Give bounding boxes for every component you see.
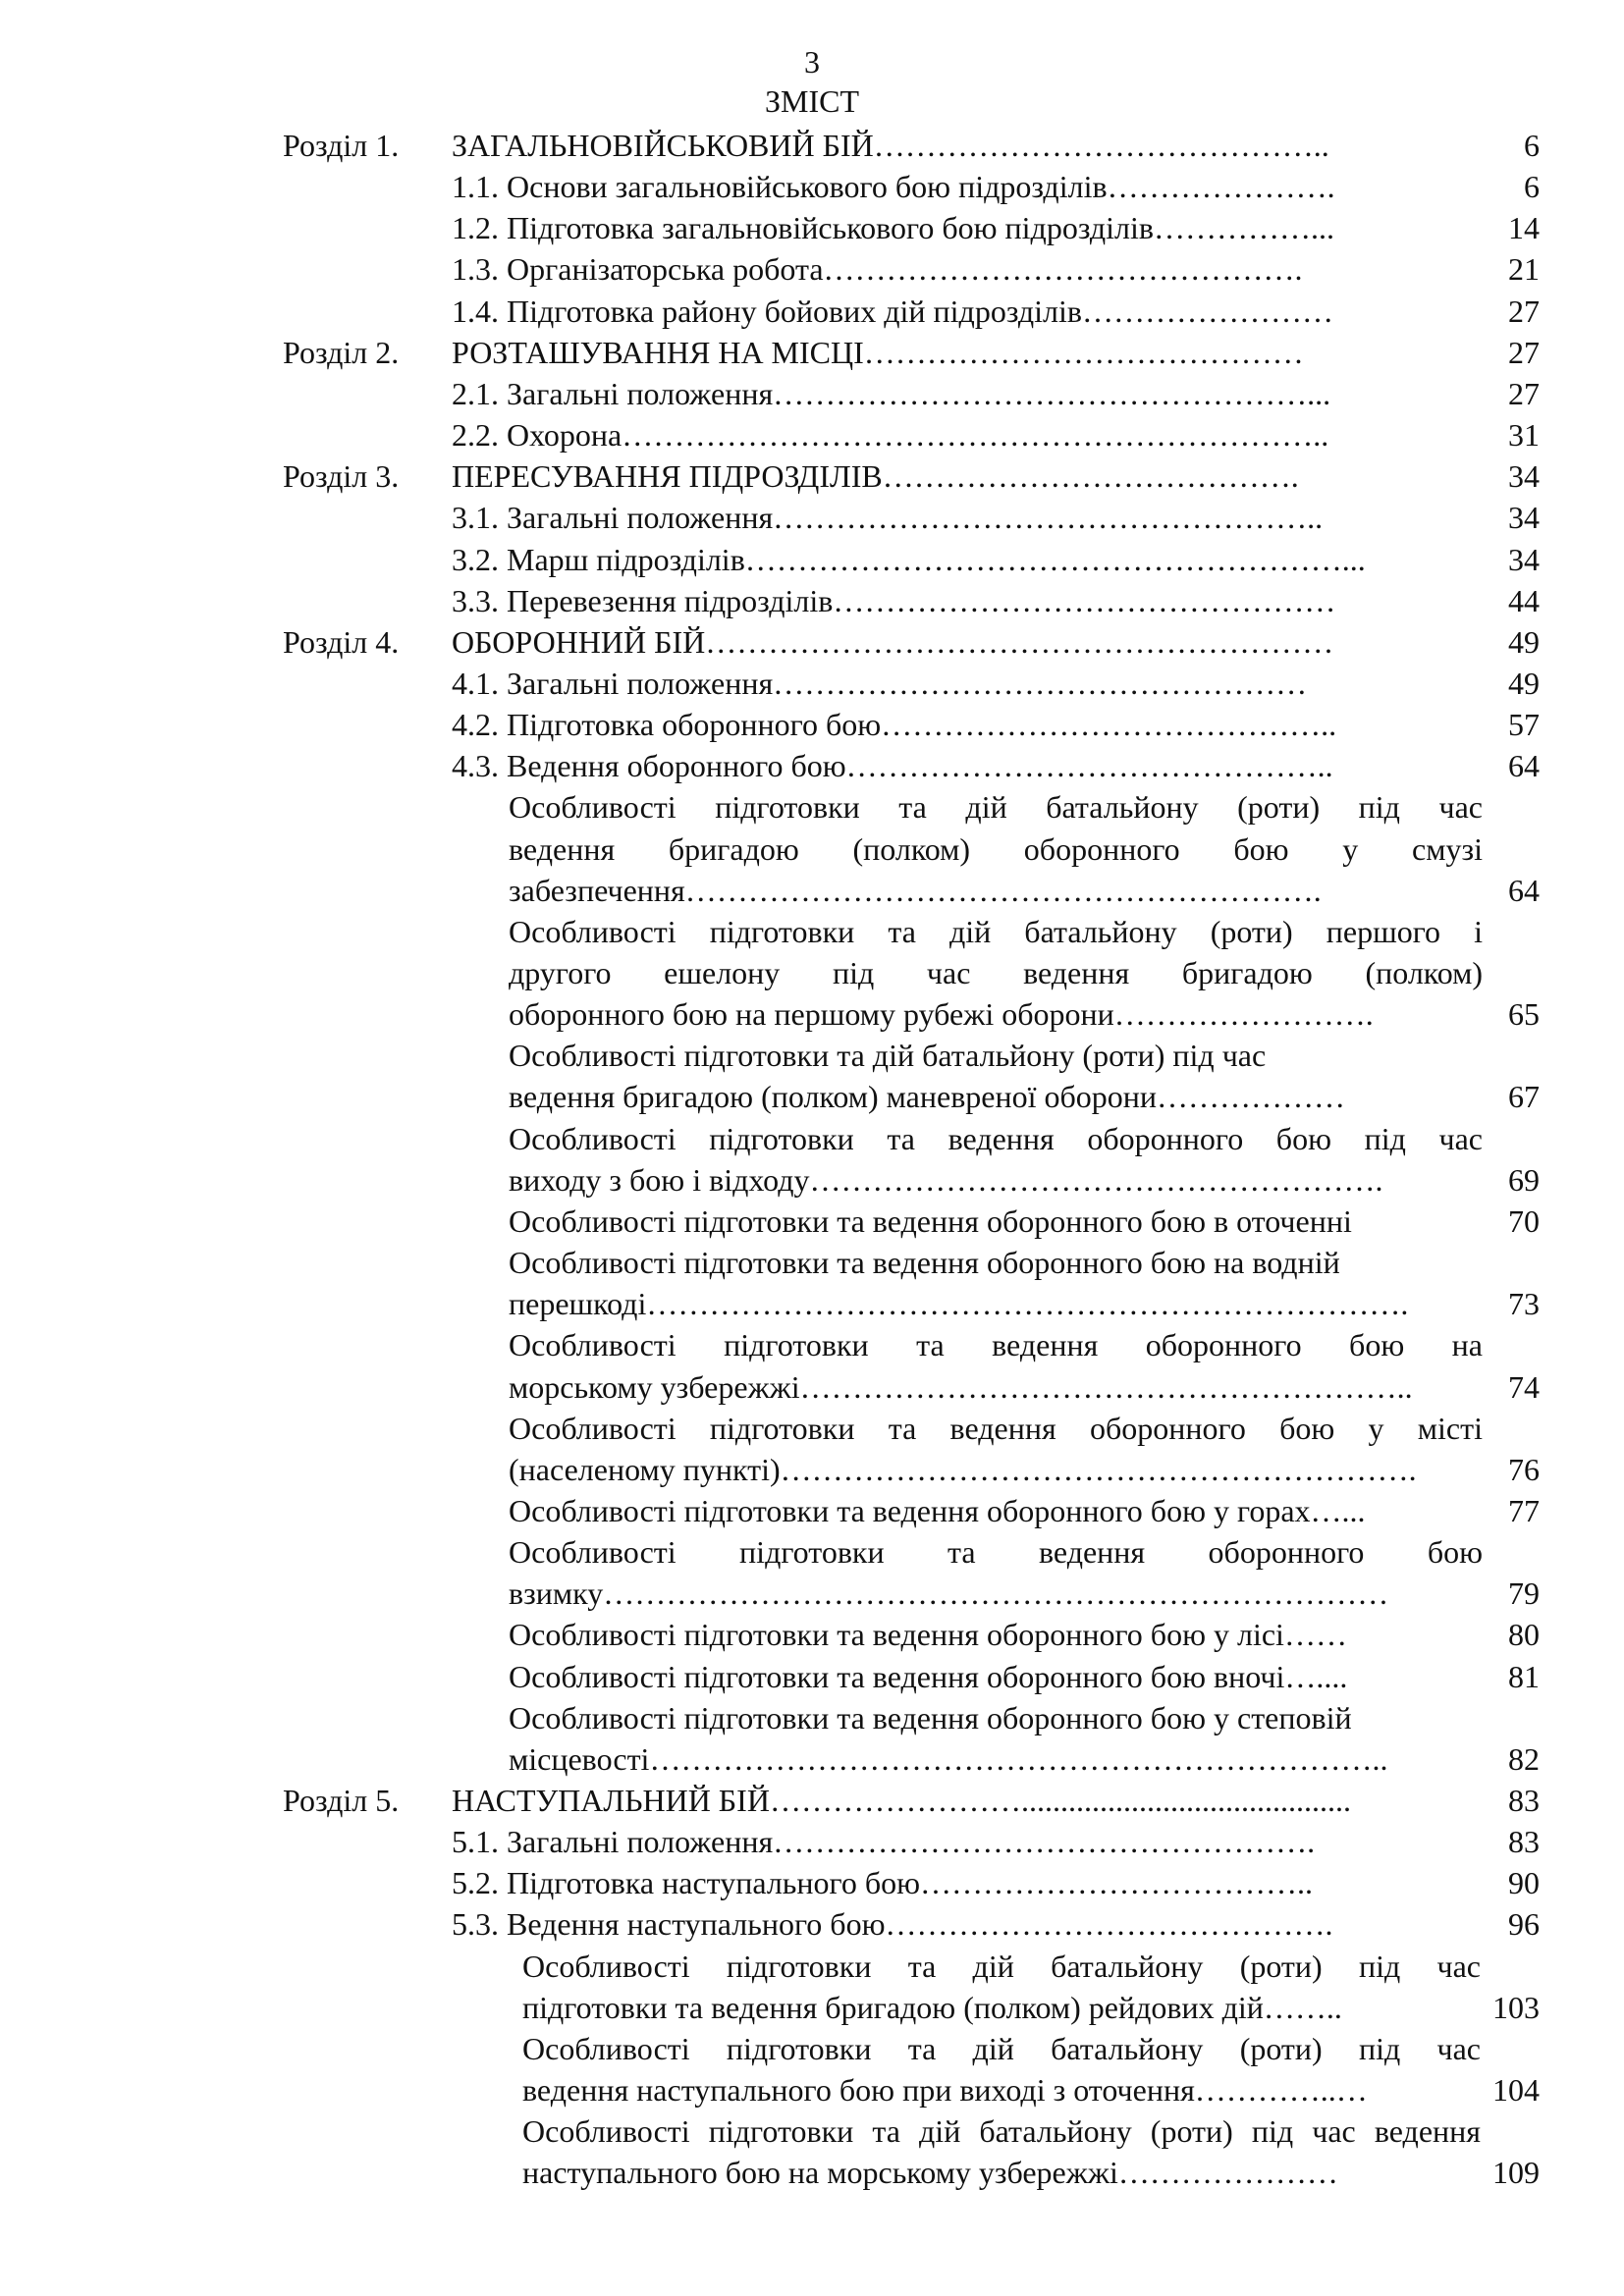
toc-subsection-row [0,1697,1624,1738]
entry-title: Особливості підготовки та ведення оборонного бою на [509,1327,1483,1363]
entry-title: Особливості підготовки та ведення оборонного бою у місті [509,1410,1483,1446]
entry-title: місцевості…………………………………………………………….. [509,1740,1388,1777]
entry-title: виходу з бою і відходу………………………………………………. [509,1161,1383,1198]
entry-page-number: 103 [1492,1989,1540,2025]
entry-page-number: 34 [1508,541,1540,577]
entry-title: НАСТУПАЛЬНИЙ БІЙ…………………….......................................... [452,1783,1351,1818]
toc-subsection-row [0,1201,1624,1242]
entry-title: Особливості підготовки та ведення оборонного бою у горах…... [509,1492,1366,1528]
toc-subsection-row [0,2069,1624,2110]
entry-title: 1.2. Підготовка загальновійськового бою підрозділів……………... [452,210,1335,246]
toc-subsection-row [0,1159,1624,1201]
toc-title: ЗМІСТ [764,83,860,119]
entry-title: Особливості підготовки та ведення оборонного бою [509,1534,1483,1571]
toc-chapter-row [0,455,1624,497]
toc-section-row [0,248,1624,290]
entry-page-number: 77 [1508,1492,1540,1528]
chapter-label: Розділ 5. [283,1783,400,1818]
entry-page-number: 64 [1508,748,1540,784]
entry-title: взимку………………………………………………………………… [509,1575,1389,1612]
entry-page-number: 27 [1508,334,1540,370]
toc-section-row [0,1903,1624,1945]
entry-page-number: 21 [1508,251,1540,288]
entry-title: ведення бригадою (полком) маневреної оборони……………… [509,1079,1346,1115]
entry-page-number: 44 [1508,582,1540,618]
toc-subsection-row [0,1283,1624,1324]
toc-subsection-row [0,1614,1624,1655]
toc-section-row [0,1821,1624,1862]
entry-title: Особливості підготовки та ведення оборонного бою на водній [509,1245,1340,1281]
toc-subsection-row [0,952,1624,993]
chapter-label: Розділ 1. [283,128,400,163]
toc-subsection-row [0,1490,1624,1531]
entry-title: Особливості підготовки та ведення оборонного бою під час [509,1120,1483,1156]
entry-page-number: 67 [1508,1079,1540,1115]
entry-page-number: 34 [1508,500,1540,536]
entry-title: Особливості підготовки та дій батальйону (роти) під час [522,2030,1481,2066]
entry-page-number: 14 [1508,210,1540,246]
toc-subsection-row [0,1076,1624,1117]
entry-title: ведення наступального бою при виході з оточення…………..… [522,2072,1368,2109]
entry-title: РОЗТАШУВАННЯ НА МІСЦІ…………………………………… [452,334,1304,370]
toc-section-row [0,745,1624,786]
toc-section-row [0,704,1624,745]
entry-page-number: 6 [1524,128,1540,163]
toc-subsection-row [0,828,1624,870]
toc-subsection-row [0,1656,1624,1697]
entry-page-number: 83 [1508,1824,1540,1860]
entry-title: 4.3. Ведення оборонного бою……………………………………….. [452,748,1333,784]
toc-section-row [0,1862,1624,1903]
toc-subsection-row [0,1573,1624,1614]
entry-title: 1.4. Підготовка району бойових дій підрозділів…………………… [452,293,1334,329]
toc-section-row [0,291,1624,332]
entry-page-number: 27 [1508,375,1540,411]
chapter-label: Розділ 3. [283,458,400,495]
entry-page-number: 6 [1524,169,1540,205]
toc-subsection-row [0,1946,1624,1987]
entry-title: Особливості підготовки та дій батальйону (роти) під час [509,1038,1267,1074]
entry-page-number: 76 [1508,1451,1540,1487]
entry-page-number: 96 [1508,1906,1540,1943]
entry-title: оборонного бою на першому рубежі оборони……………………. [509,996,1374,1033]
entry-title: 5.1. Загальні положення……………………………………………. [452,1824,1316,1860]
entry-page-number: 49 [1508,665,1540,701]
toc-chapter-row [0,332,1624,373]
entry-title: ОБОРОННИЙ БІЙ…………………………………………………… [452,623,1334,660]
toc-subsection-row [0,1366,1624,1408]
entry-title: 1.1. Основи загальновійськового бою підрозділів…………………. [452,169,1335,205]
toc-subsection-row [0,1738,1624,1780]
toc-section-row [0,166,1624,207]
entry-title: 2.2. Охорона………………………………………………………….. [452,417,1329,454]
entry-title: 5.3. Ведення наступального бою……………………………………. [452,1906,1333,1943]
entry-title: Особливості підготовки та ведення оборонного бою вночі….... [509,1658,1348,1694]
toc-subsection-row [0,1242,1624,1283]
entry-title: Особливості підготовки та ведення оборонного бою у лісі…… [509,1617,1347,1653]
toc-subsection-row [0,2110,1624,2152]
entry-title: 3.1. Загальні положення…………………………………………….. [452,500,1324,536]
entry-title: 4.2. Підготовка оборонного бою…………………………………….. [452,707,1337,743]
entry-title: другого ешелону під час ведення бригадою (полком) [509,955,1483,990]
toc-subsection-row [0,1118,1624,1159]
toc-subsection-row [0,786,1624,828]
toc-subsection-row [0,1324,1624,1365]
entry-title: 3.3. Перевезення підрозділів………………………………………… [452,582,1336,618]
toc-subsection-row [0,2152,1624,2193]
entry-title: 5.2. Підготовка наступального бою……………………………….. [452,1865,1314,1901]
toc-subsection-row [0,2028,1624,2069]
entry-title: Особливості підготовки та дій батальйону (роти) під час ведення [522,2113,1481,2150]
toc-subsection-row [0,1531,1624,1573]
entry-title: 2.1. Загальні положення……………………………………………... [452,375,1331,411]
entry-title: ЗАГАЛЬНОВІЙСЬКОВИЙ БІЙ…………………………………….. [452,128,1329,163]
entry-page-number: 65 [1508,996,1540,1033]
entry-title: перешкоді………………………………………………………………. [509,1286,1409,1322]
toc-chapter-row [0,621,1624,663]
entry-title: морському узбережжі………………………………………………….. [509,1368,1413,1405]
toc-chapter-row [0,125,1624,166]
entry-page-number: 109 [1492,2155,1540,2191]
entry-title: Особливості підготовки та дій батальйону (роти) під час [509,789,1483,826]
toc-section-row [0,539,1624,580]
toc-chapter-row [0,1780,1624,1821]
entry-title: ПЕРЕСУВАННЯ ПІДРОЗДІЛІВ…………………………………. [452,458,1299,495]
toc-section-row [0,207,1624,248]
entry-page-number: 90 [1508,1865,1540,1901]
chapter-label: Розділ 4. [283,623,400,660]
entry-page-number: 83 [1508,1783,1540,1818]
entry-title: Особливості підготовки та дій батальйону (роти) першого і [509,913,1483,949]
toc-section-row [0,497,1624,538]
entry-title: (населеному пункті)……………………………………………………. [509,1451,1417,1487]
entry-title: ведення бригадою (полком) оборонного бою у смузі [509,830,1483,867]
toc-section-row [0,373,1624,414]
entry-page-number: 79 [1508,1575,1540,1612]
entry-title: 4.1. Загальні положення…………………………………………… [452,665,1308,701]
toc-subsection-row [0,1035,1624,1076]
toc-subsection-row [0,1987,1624,2028]
entry-page-number: 31 [1508,417,1540,454]
entry-page-number: 104 [1492,2072,1540,2109]
entry-page-number: 34 [1508,458,1540,495]
entry-page-number: 49 [1508,623,1540,660]
entry-page-number: 81 [1508,1658,1540,1694]
entry-title: 1.3. Організаторська робота………………………………………. [452,251,1303,288]
toc-section-row [0,580,1624,621]
entry-title: забезпечення……………………………………………………. [509,872,1322,908]
entry-page-number: 80 [1508,1617,1540,1653]
chapter-label: Розділ 2. [283,334,400,370]
entry-title: Особливості підготовки та ведення оборонного бою в оточенні [509,1202,1352,1239]
entry-page-number: 70 [1508,1202,1540,1239]
entry-page-number: 57 [1508,707,1540,743]
entry-title: наступального бою на морському узбережжі………………… [522,2155,1338,2191]
toc-section-row [0,663,1624,704]
entry-title: Особливості підготовки та ведення оборонного бою у степовій [509,1699,1352,1735]
entry-page-number: 74 [1508,1368,1540,1405]
toc-subsection-row [0,911,1624,952]
page-number: 3 [804,44,820,80]
toc-subsection-row [0,1408,1624,1449]
toc-subsection-row [0,870,1624,911]
entry-page-number: 27 [1508,293,1540,329]
entry-page-number: 73 [1508,1286,1540,1322]
entry-page-number: 64 [1508,872,1540,908]
entry-title: підготовки та ведення бригадою (полком) рейдових дій…….. [522,1989,1342,2025]
entry-page-number: 82 [1508,1740,1540,1777]
toc-subsection-row [0,1449,1624,1490]
entry-page-number: 69 [1508,1161,1540,1198]
toc-subsection-row [0,993,1624,1035]
entry-title: Особливості підготовки та дій батальйону (роти) під час [522,1948,1481,1984]
toc-section-row [0,414,1624,455]
entry-title: 3.2. Марш підрозділів…………………………………………………... [452,541,1366,577]
